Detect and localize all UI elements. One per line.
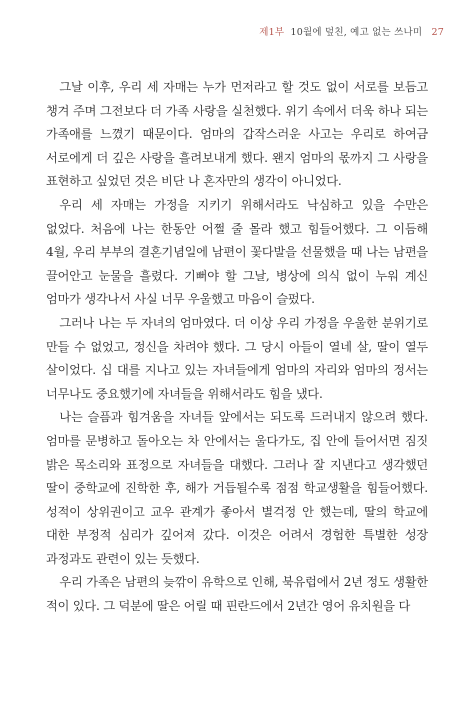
paragraph: 그날 이후, 우리 세 자매는 누가 먼저라고 할 것도 없이 서로를 보듬고 챙겨 주며 그전보다 더 가족 사랑을 실천했다. 위기 속에서 더욱 하나 되는 가족애를 느꼈기 때문이다. 엄마의 갑작스러운 사고는 우리로 하여금 서로에게 더 깊은 사랑을 흘려보내게 했다. 왠지 엄마의 몫까지 그 사랑을 표현하고 싶었던 것은 비단 나 혼자만의 생각이 아니었다. [46, 80, 428, 189]
paragraph: 나는 슬픔과 힘겨움을 자녀들 앞에서는 되도록 드러내지 않으려 했다. 엄마를 문병하고 돌아오는 차 안에서는 울다가도, 집 안에 들어서면 짐짓 밝은 목소리와 표정으로 자녀들을 대했다. 그러나 잘 지낸다고 생각했던 딸이 중학교에 진학한 후, 해가 거듭될수록 점점 학교생활을 힘들어했다. 성적이 상위권이고 교우 관계가 좋아서 별걱정 안 했는데, 딸의 학교에 대한 부정적 심리가 깊어져 갔다. 이것은 어려서 경험한 특별한 성장 과정과도 관련이 있는 듯했다. [46, 410, 428, 566]
paragraph: 우리 세 자매는 가정을 지키기 위해서라도 낙심하고 있을 수만은 없었다. 처음에 나는 한동안 어쩔 줄 몰라 했고 힘들어했다. 그 이듬해 4월, 우리 부부의 결혼기념일에 남편이 꽃다발을 선물했을 때 나는 남편을 끌어안고 눈물을 흘렸다. 기뻐야 할 그날, 병상에 의식 없이 누워 계신 엄마가 생각나서 사실 너무 우울했고 마음이 슬펐다. [46, 197, 429, 307]
page-number: 27 [431, 27, 444, 38]
chapter-label: 제1부 [259, 27, 285, 38]
paragraph: 그러나 나는 두 자녀의 엄마였다. 더 이상 우리 가정을 우울한 분위기로 만들 수 없었고, 정신을 차려야 했다. 그 당시 아들이 열네 살, 딸이 열두 살이었다. 십 대를 지나고 있는 자녀들에게 엄마의 자리와 엄마의 정서는 너무나도 중요했기에 자녀들을 위해서라도 힘을 냈다. [46, 315, 428, 401]
paragraph: 우리 가족은 남편의 늦깎이 유학으로 인해, 북유럽에서 2년 정도 생활한 적이 있다. 그 덕분에 딸은 어릴 때 핀란드에서 2년간 영어 유치원을 다 [46, 575, 428, 614]
chapter-title: 10월에 덮친, 예고 없는 쓰나미 [290, 27, 423, 38]
body-text [46, 76, 428, 619]
running-header [259, 24, 444, 38]
